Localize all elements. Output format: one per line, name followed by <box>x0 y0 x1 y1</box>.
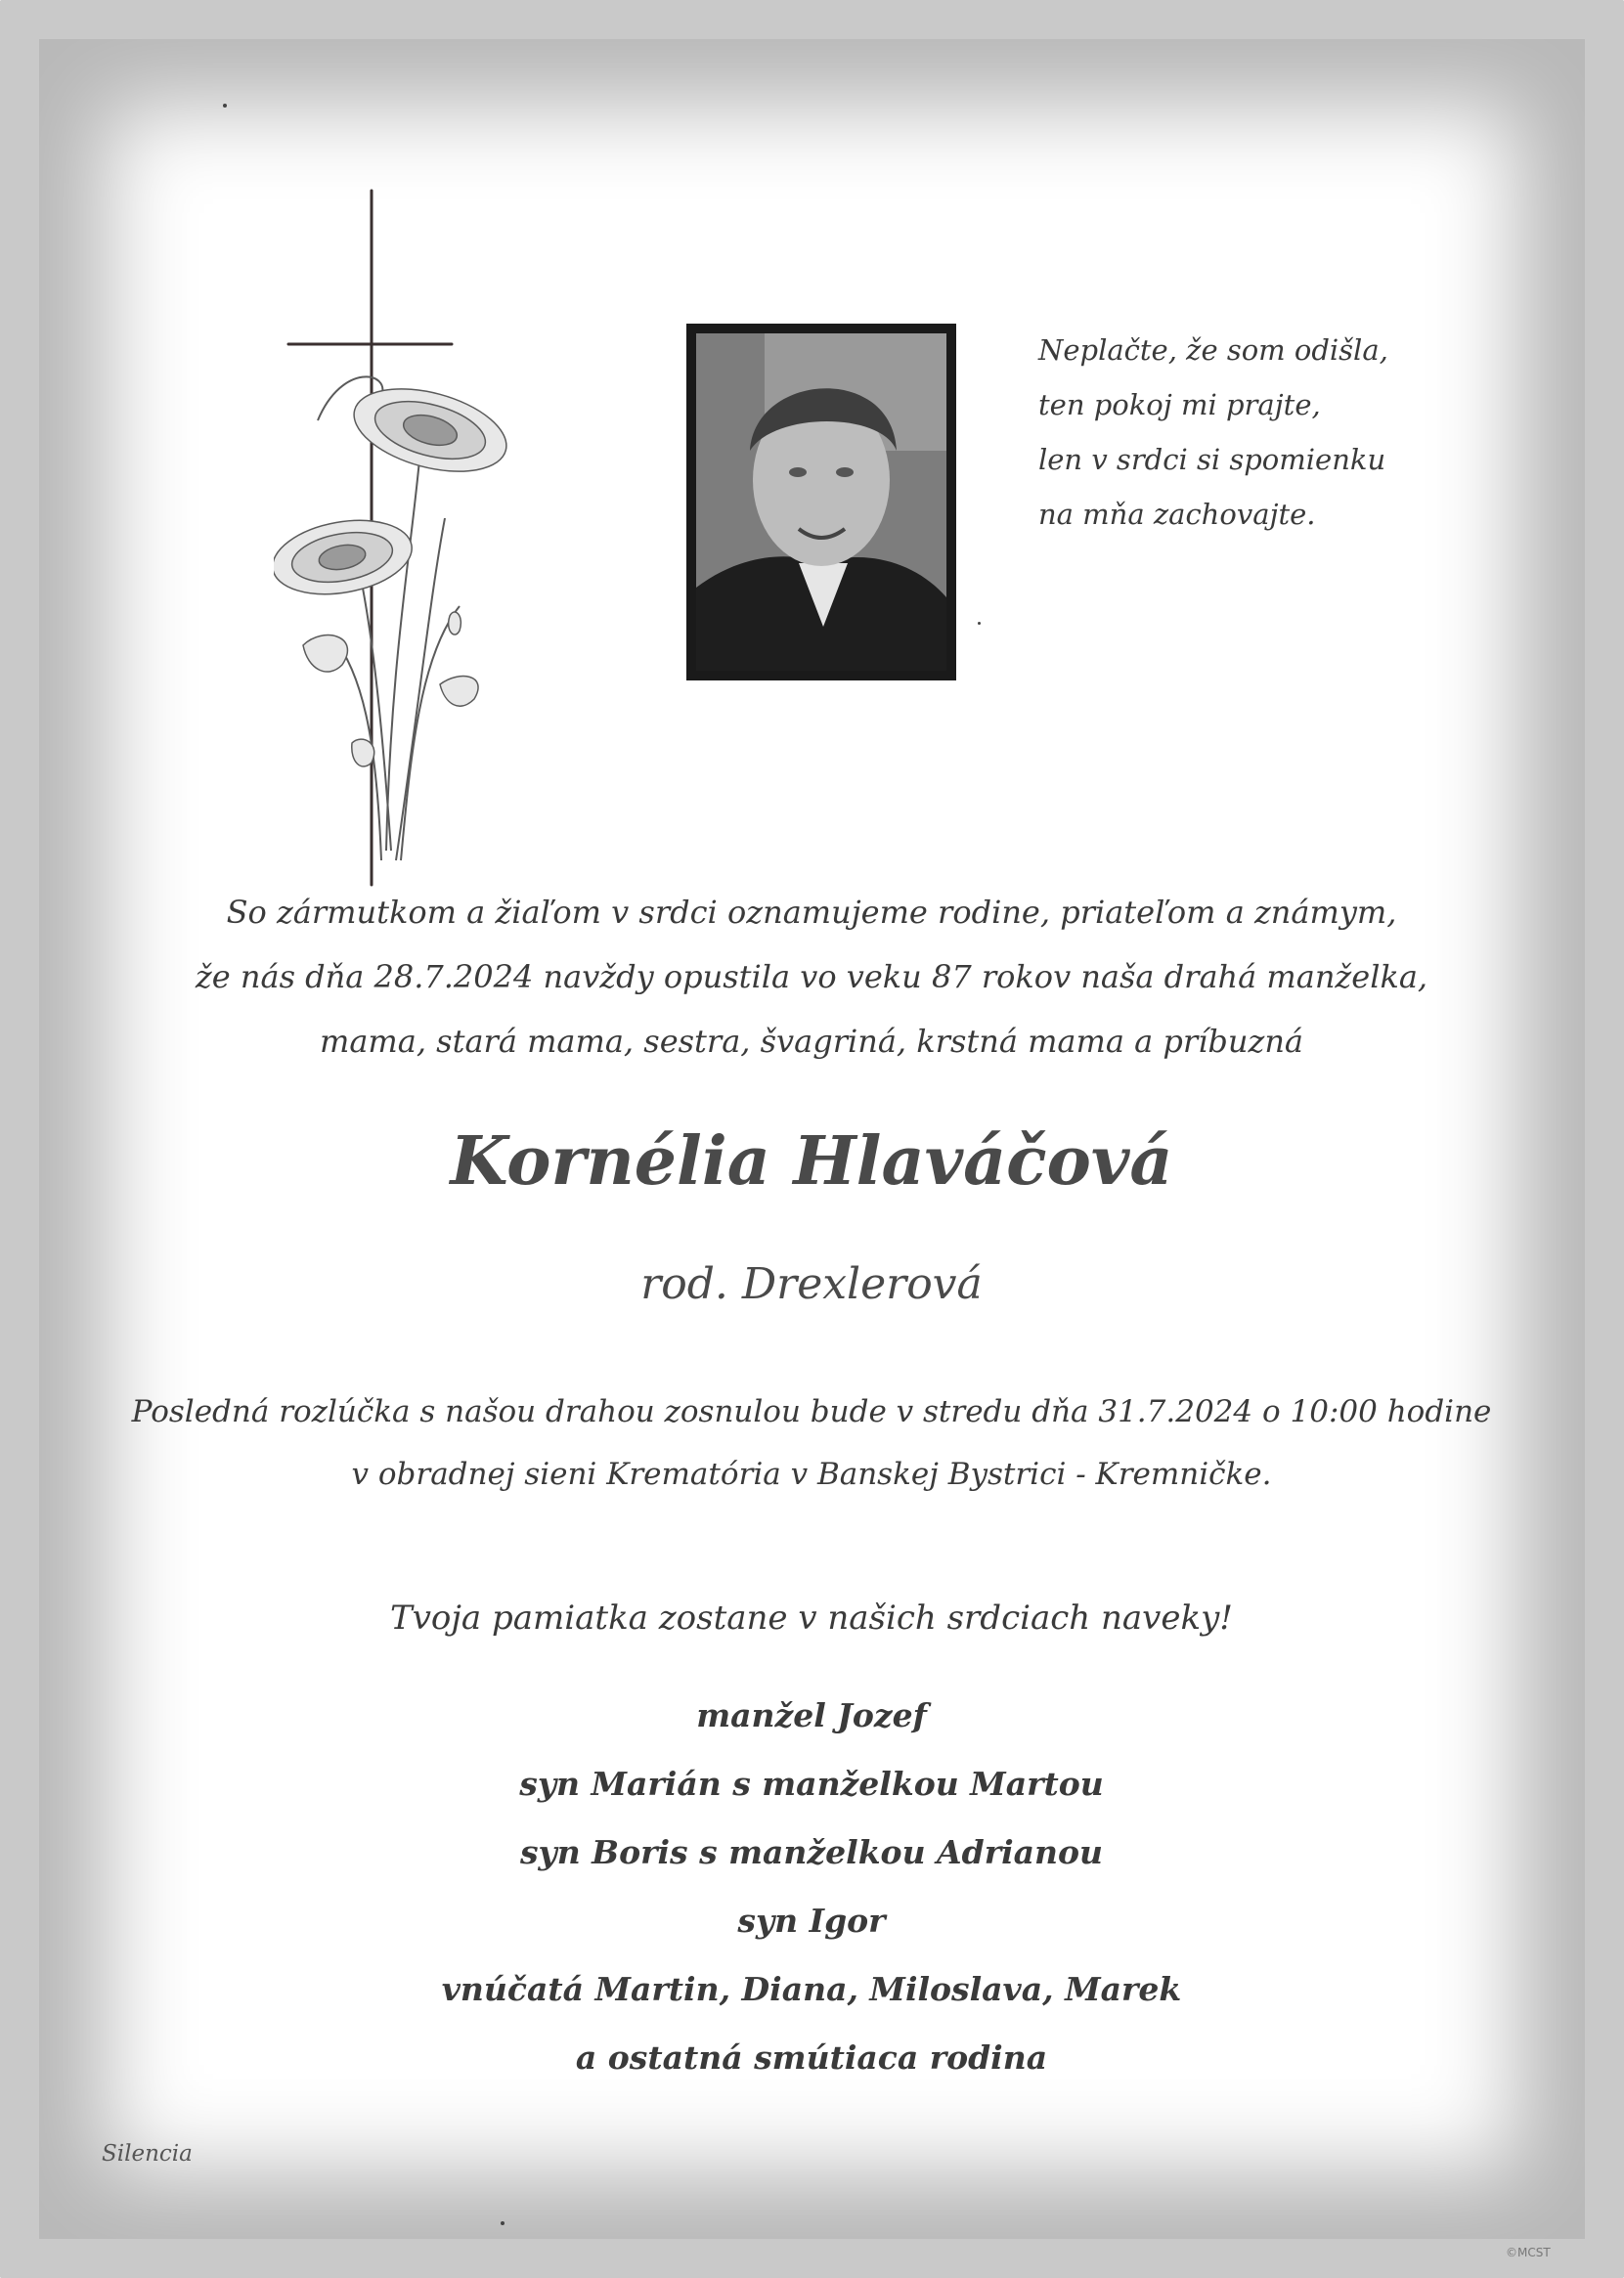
announcement <box>156 880 1467 1073</box>
memory-line: Tvoja pamiatka zostane v našich srdciach naveky! <box>390 1599 1233 1638</box>
portrait-photo <box>686 324 956 680</box>
portrait-image <box>696 333 946 671</box>
mourner-line: manžel Jozef <box>696 1696 927 1734</box>
deceased-name: Kornélia Hlaváčová <box>450 1122 1173 1201</box>
poem-line: ten pokoj mi prajte, <box>1038 388 1321 421</box>
announcement-line: mama, stará mama, sestra, švagriná, krstná mama a príbuzná <box>319 1023 1303 1060</box>
funeral-line: Posledná rozlúčka s našou drahou zosnulou bude v stredu dňa 31.7.2024 o 10:00 hodine <box>131 1394 1492 1429</box>
cross-with-flowers-icon <box>274 186 567 890</box>
poem <box>1038 323 1449 542</box>
speck <box>501 2221 505 2225</box>
mourner-line: vnúčatá Martin, Diana, Miloslava, Marek <box>441 1970 1182 2008</box>
maiden-name: rod. Drexlerová <box>640 1259 983 1309</box>
mourner-line: syn Igor <box>737 1902 886 1940</box>
mourner-line: syn Boris s manželkou Adrianou <box>519 1833 1104 1871</box>
announcement-line: So zármutkom a žiaľom v srdci oznamujeme rodine, priateľom a známym, <box>226 894 1397 931</box>
mourner-line: a ostatná smútiaca rodina <box>575 2038 1048 2077</box>
mourner-line: syn Marián s manželkou Martou <box>519 1765 1104 1803</box>
announcement-line: že nás dňa 28.7.2024 navždy opustila vo veku 87 rokov naša drahá manželka, <box>195 958 1428 995</box>
funeral-info <box>117 1380 1506 1506</box>
poem-line: len v srdci si spomienku <box>1038 443 1386 476</box>
copyright-text: ©MCST <box>1506 2246 1551 2259</box>
speck <box>978 622 981 625</box>
poem-line: na mňa zachovajte. <box>1038 498 1316 531</box>
speck <box>223 104 227 108</box>
signature-text: Silencia <box>102 2141 193 2167</box>
poem-line: Neplačte, že som odišla, <box>1038 333 1388 367</box>
funeral-line: v obradnej sieni Krematória v Banskej Bystrici - Kremničke. <box>351 1457 1272 1492</box>
mourners-list <box>156 1682 1467 2092</box>
